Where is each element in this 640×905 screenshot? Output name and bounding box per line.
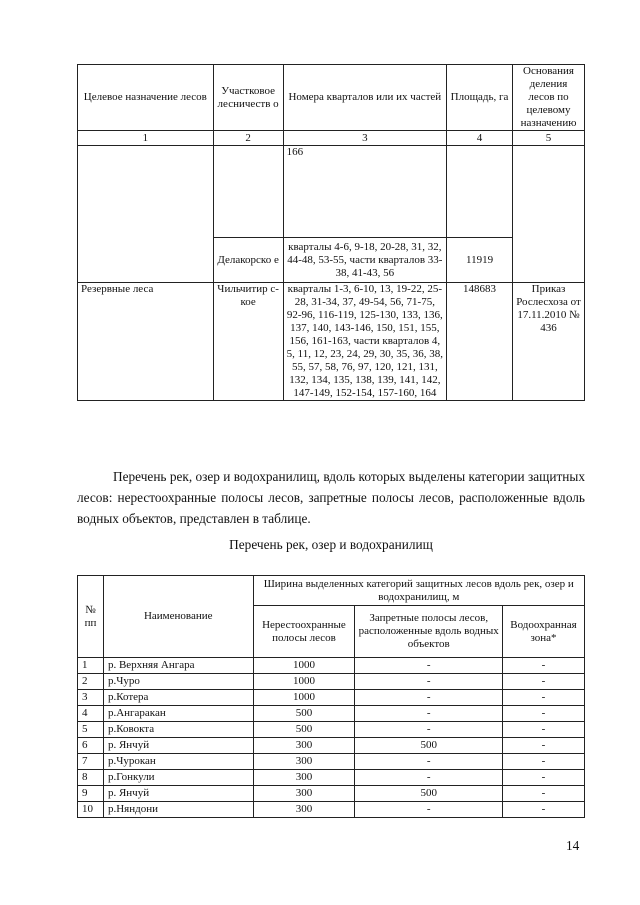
column-number: 3 [283,131,446,146]
cell-river-name: р.Котера [103,690,253,706]
cell-river-name: р.Гонкули [103,770,253,786]
header-basis: Основания деления лесов по целевому назначению [513,65,585,131]
cell-number: 5 [78,722,104,738]
column-number: 4 [447,131,513,146]
column-number: 1 [78,131,214,146]
table-header-row [78,65,585,131]
column-number: 2 [213,131,283,146]
table-row [78,146,585,238]
header-area: Площадь, га [447,65,513,131]
cell-spawning-width: 300 [253,754,355,770]
cell-river-name: р.Чурокан [103,754,253,770]
cell-number: 6 [78,738,104,754]
cell-number: 4 [78,706,104,722]
table-row [78,786,585,802]
cell-quarters: кварталы 4-6, 9-18, 20-28, 31, 32, 44-48, 53-55, части кварталов 33-38, 41-43, 56 [283,238,446,283]
header-forbidden-strips: Запретные полосы лесов, расположенные вдоль водных объектов [355,606,503,658]
table-caption: Перечень рек, озер и водохранилищ [229,537,433,552]
header-water-zone: Водоохранная зона* [503,606,585,658]
cell-river-name: р. Верхняя Ангара [103,658,253,674]
table-header-row [78,576,585,606]
table-row [78,283,585,401]
cell-forbidden-width: - [355,658,503,674]
cell-purpose [78,146,214,283]
table-row [78,722,585,738]
cell-forbidden-width: - [355,706,503,722]
cell-river-name: р. Янчуй [103,786,253,802]
forest-quarters-table [77,64,585,401]
cell-spawning-width: 300 [253,738,355,754]
cell-spawning-width: 500 [253,706,355,722]
cell-water-zone-width: - [503,786,585,802]
table-row [78,658,585,674]
cell-number: 3 [78,690,104,706]
cell-forbidden-width: 500 [355,786,503,802]
cell-quarters: 166 [283,146,446,238]
cell-forbidden-width: - [355,674,503,690]
cell-spawning-width: 1000 [253,674,355,690]
table-row [78,738,585,754]
cell-basis [513,146,585,283]
cell-area [447,146,513,238]
header-quarters: Номера кварталов или их частей [283,65,446,131]
table-row [78,706,585,722]
header-num: № пп [78,576,104,658]
cell-number: 2 [78,674,104,690]
header-purpose: Целевое назначение лесов [78,65,214,131]
cell-district [213,146,283,238]
cell-area: 148683 [447,283,513,401]
header-spawning-strips: Нерестоохранные полосы лесов [253,606,355,658]
cell-number: 7 [78,754,104,770]
cell-water-zone-width: - [503,770,585,786]
cell-spawning-width: 300 [253,786,355,802]
header-width-group: Ширина выделенных категорий защитных лесов вдоль рек, озер и водохранилищ, м [253,576,585,606]
table-row [78,770,585,786]
cell-spawning-width: 1000 [253,658,355,674]
cell-spawning-width: 500 [253,722,355,738]
cell-area: 11919 [447,238,513,283]
cell-basis: Приказ Рослесхоза от 17.11.2010 № 436 [513,283,585,401]
cell-forbidden-width: - [355,754,503,770]
cell-forbidden-width: 500 [355,738,503,754]
cell-water-zone-width: - [503,802,585,818]
cell-water-zone-width: - [503,722,585,738]
column-number-row [78,131,585,146]
cell-water-zone-width: - [503,738,585,754]
cell-number: 8 [78,770,104,786]
cell-river-name: р.Ангаракан [103,706,253,722]
cell-water-zone-width: - [503,658,585,674]
header-name: Наименование [103,576,253,658]
cell-forbidden-width: - [355,770,503,786]
table-row [78,674,585,690]
cell-forbidden-width: - [355,802,503,818]
table-row [78,690,585,706]
cell-spawning-width: 1000 [253,690,355,706]
cell-river-name: р.Чуро [103,674,253,690]
cell-forbidden-width: - [355,690,503,706]
table-row [78,802,585,818]
cell-district: Чильчитир с-кое [213,283,283,401]
column-number: 5 [513,131,585,146]
cell-water-zone-width: - [503,690,585,706]
cell-number: 9 [78,786,104,802]
cell-river-name: р.Няндони [103,802,253,818]
cell-quarters: кварталы 1-3, 6-10, 13, 19-22, 25-28, 31-34, 37, 49-54, 56, 71-75, 92-96, 116-119, 125-130, 133, 136, 137, 140, 143-146, 150, 151, 155, 156, 161-163, части кварталов 4, 5, 11, 12, 23, 24, 29, 30, 35, 36, 38, 55, 57, 58, 76, 97, 120, 121, 131, 132, 134, 135, 138, 139, 141, 142, 147-149, 152-154, 157-160, 164 [283,283,446,401]
cell-forbidden-width: - [355,722,503,738]
cell-water-zone-width: - [503,706,585,722]
cell-number: 1 [78,658,104,674]
cell-river-name: р. Янчуй [103,738,253,754]
body-paragraph: Перечень рек, озер и водохранилищ, вдоль которых выделены категории защитных лесов: нерестоохранные полосы лесов, запретные полосы лесов, расположенные вдоль водных объектов, представлен в таблице. [77,469,585,526]
cell-purpose: Резервные леса [78,283,214,401]
cell-number: 10 [78,802,104,818]
header-district: Участковое лесничеств о [213,65,283,131]
cell-water-zone-width: - [503,754,585,770]
page-number: 14 [566,838,580,853]
cell-river-name: р.Ковокта [103,722,253,738]
cell-district: Делакорско е [213,238,283,283]
table-row [78,754,585,770]
cell-spawning-width: 300 [253,802,355,818]
cell-spawning-width: 300 [253,770,355,786]
cell-water-zone-width: - [503,674,585,690]
rivers-table [77,575,585,818]
